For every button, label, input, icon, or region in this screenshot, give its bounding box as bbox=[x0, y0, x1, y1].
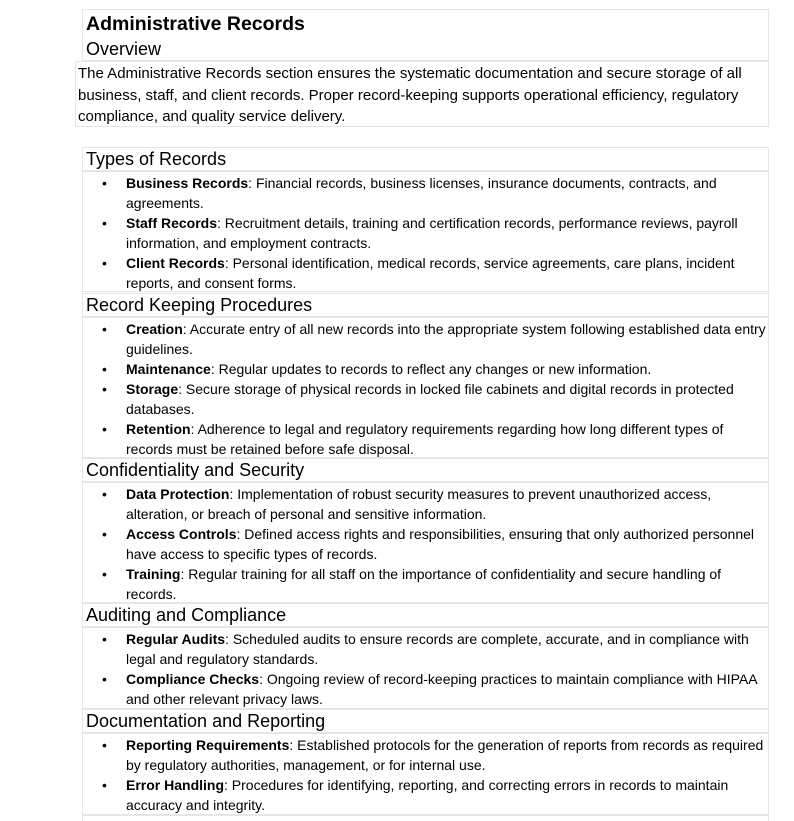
page-title: Administrative Records bbox=[86, 13, 305, 35]
section-list bbox=[82, 484, 768, 604]
item-term: Training bbox=[126, 566, 181, 582]
list-item bbox=[82, 669, 768, 709]
item-desc: : Recruitment details, training and certification records, performance reviews, payroll information, and employment contracts. bbox=[126, 215, 738, 251]
bullet-icon: • bbox=[102, 671, 107, 687]
item-term: Data Protection bbox=[126, 486, 230, 502]
item-term: Error Handling bbox=[126, 777, 225, 793]
list-item bbox=[82, 253, 768, 293]
overview-heading: Overview bbox=[86, 39, 162, 59]
section-heading: Documentation and Reporting bbox=[86, 711, 326, 731]
item-desc: : Ongoing review of record-keeping practices to maintain compliance with HIPAA and other relevant privacy laws. bbox=[126, 671, 757, 707]
list-item bbox=[82, 359, 768, 379]
bullet-icon: • bbox=[102, 215, 107, 231]
list-item bbox=[82, 629, 768, 669]
item-term: Compliance Checks bbox=[126, 671, 260, 687]
list-item bbox=[82, 173, 768, 213]
item-desc: : Established protocols for the generation of reports from records as required by regulatory authorities, management, or for internal use. bbox=[126, 737, 764, 773]
list-item bbox=[82, 775, 768, 815]
bullet-icon: • bbox=[102, 175, 107, 191]
list-item bbox=[82, 213, 768, 253]
item-desc: : Implementation of robust security measures to prevent unauthorized access, alteration, or breach of personal and sensitive information. bbox=[126, 486, 712, 522]
item-term: Reporting Requirements bbox=[126, 737, 290, 753]
bullet-icon: • bbox=[102, 526, 107, 542]
list-item bbox=[82, 524, 768, 564]
section-heading: Auditing and Compliance bbox=[86, 605, 287, 625]
item-term: Retention bbox=[126, 421, 191, 437]
section-list bbox=[82, 319, 768, 459]
list-item bbox=[82, 484, 768, 524]
bullet-icon: • bbox=[102, 361, 107, 377]
item-desc: : Regular updates to records to reflect any changes or new information. bbox=[210, 361, 652, 377]
bullet-icon: • bbox=[102, 255, 107, 271]
item-term: Staff Records bbox=[126, 215, 218, 231]
section-heading: Types of Records bbox=[86, 149, 227, 169]
item-desc: : Defined access rights and responsibilities, ensuring that only authorized personnel have access to specific types of records. bbox=[126, 526, 755, 562]
item-desc: : Personal identification, medical records, service agreements, care plans, incident reports, and consent forms. bbox=[126, 255, 735, 291]
item-desc: : Procedures for identifying, reporting, and correcting errors in records to maintain accuracy and integrity. bbox=[126, 777, 729, 813]
bullet-icon: • bbox=[102, 737, 107, 753]
bullet-icon: • bbox=[102, 421, 107, 437]
bullet-icon: • bbox=[102, 486, 107, 502]
item-desc: : Scheduled audits to ensure records are complete, accurate, and in compliance with legal and regulatory standards. bbox=[126, 631, 749, 667]
item-desc: : Accurate entry of all new records into the appropriate system following established data entry guidelines. bbox=[126, 321, 766, 357]
item-term: Regular Audits bbox=[126, 631, 226, 647]
item-term: Creation bbox=[126, 321, 183, 337]
section-list bbox=[82, 173, 768, 293]
item-term: Maintenance bbox=[126, 361, 211, 377]
item-term: Access Controls bbox=[126, 526, 237, 542]
list-item bbox=[82, 564, 768, 604]
bullet-icon: • bbox=[102, 381, 107, 397]
overview-text: The Administrative Records section ensures the systematic documentation and secure storage of all business, staff, and client records. Proper record-keeping supports operational efficiency, regulatory compliance, and quality service delivery. bbox=[78, 65, 742, 125]
section-heading: Record Keeping Procedures bbox=[86, 295, 313, 315]
item-desc: : Adherence to legal and regulatory requirements regarding how long different types of records must be retained before safe disposal. bbox=[126, 421, 724, 457]
item-term: Business Records bbox=[126, 175, 249, 191]
list-item bbox=[82, 319, 768, 359]
bullet-icon: • bbox=[102, 566, 107, 582]
list-item bbox=[82, 419, 768, 459]
section-list bbox=[82, 629, 768, 709]
bullet-icon: • bbox=[102, 777, 107, 793]
section-heading: Confidentiality and Security bbox=[86, 460, 305, 480]
item-desc: : Secure storage of physical records in locked file cabinets and digital records in protected databases. bbox=[126, 381, 734, 417]
bullet-icon: • bbox=[102, 631, 107, 647]
list-item bbox=[82, 735, 768, 775]
section-list bbox=[82, 735, 768, 815]
item-term: Client Records bbox=[126, 255, 225, 271]
item-desc: : Financial records, business licenses, insurance documents, contracts, and agreements. bbox=[126, 175, 717, 211]
next-section-frame bbox=[82, 815, 769, 821]
bullet-icon: • bbox=[102, 321, 107, 337]
item-term: Storage bbox=[126, 381, 179, 397]
item-desc: : Regular training for all staff on the importance of confidentiality and secure handling of records. bbox=[126, 566, 722, 602]
list-item bbox=[82, 379, 768, 419]
